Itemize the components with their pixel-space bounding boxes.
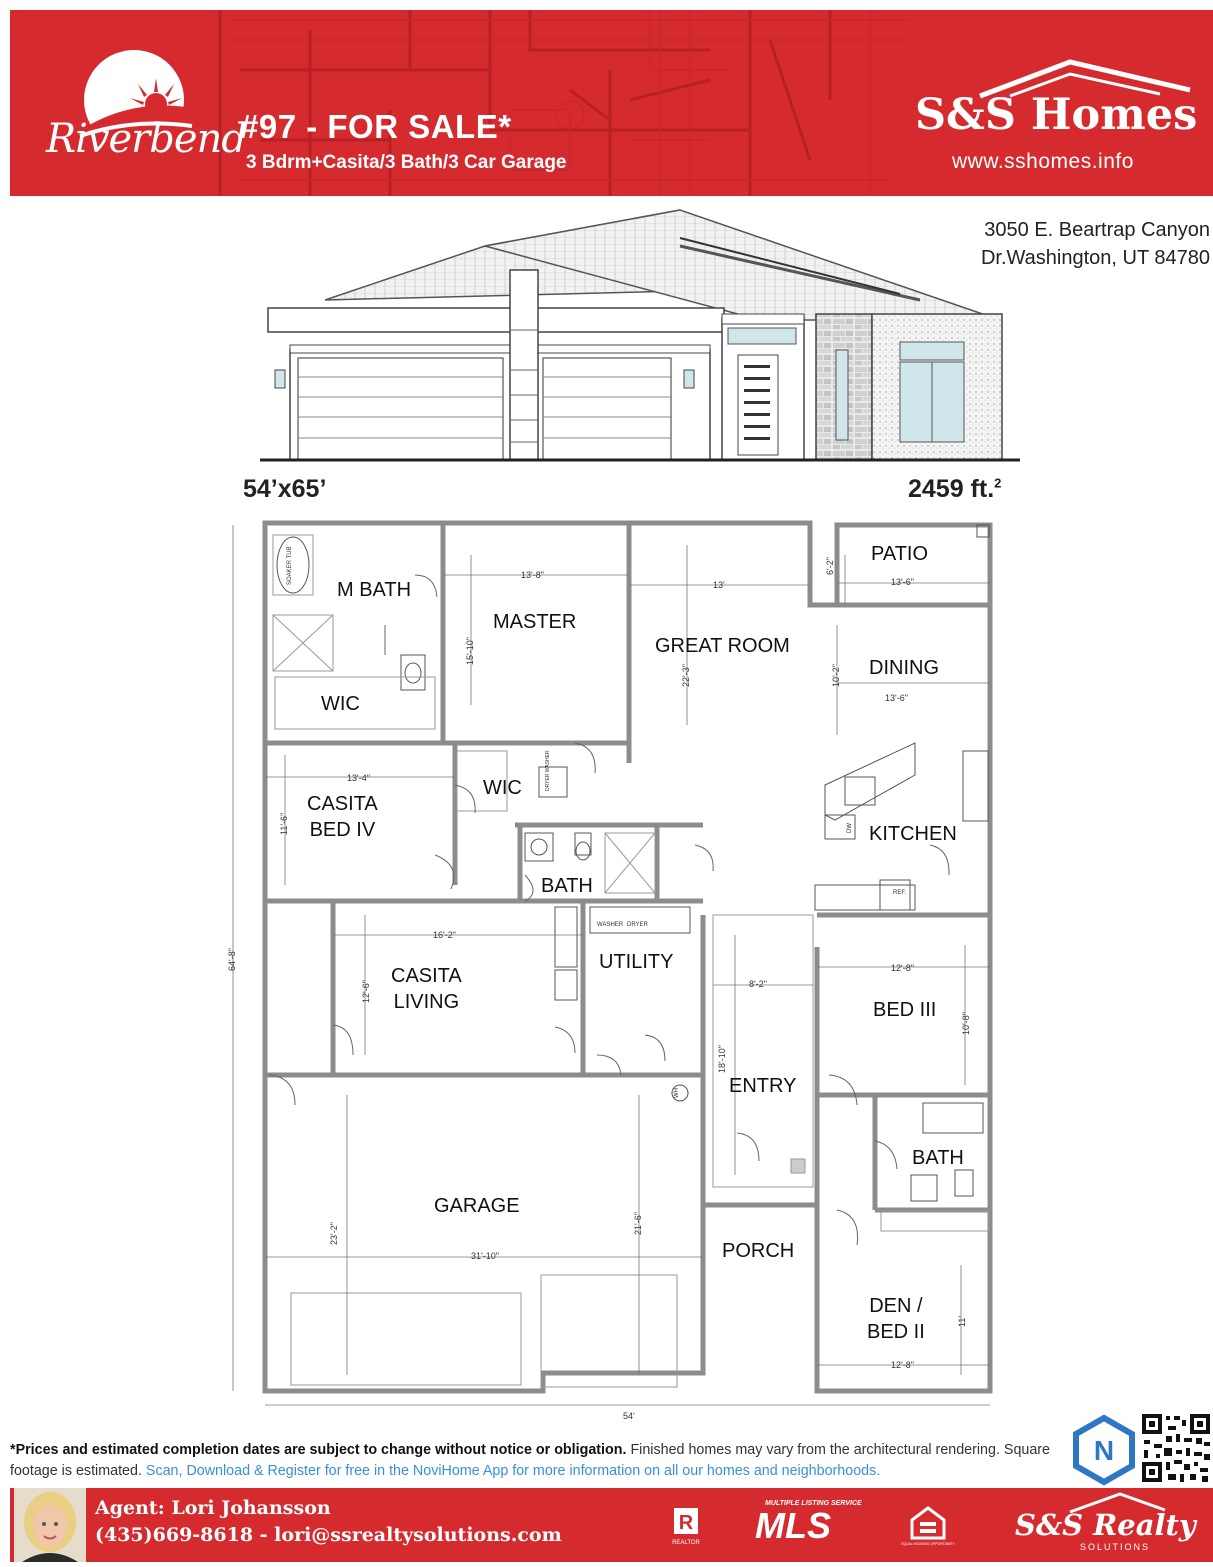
room-label-m-bath: M BATH	[337, 579, 412, 601]
room-label-den	[867, 1293, 925, 1345]
dim-great-width: 13'	[713, 580, 725, 590]
disclaimer-bold: *Prices and estimated completion dates are subject to change without notice or obligation.	[10, 1442, 627, 1458]
dim-overall-width: 54'	[623, 1411, 635, 1421]
eho-label: EQUAL HOUSING OPPORTUNITY	[901, 1542, 955, 1546]
room-label-patio: PATIO	[871, 543, 929, 565]
dim-entry-width: 8'-2"	[749, 979, 767, 989]
room-label-porch: PORCH	[722, 1240, 795, 1262]
dim-patio-width: 13'-6"	[891, 577, 914, 587]
qr-code-icon[interactable]	[1140, 1412, 1212, 1484]
agent-contact[interactable]: (435)669-8618 - lori@ssrealtysolutions.com	[95, 1524, 562, 1546]
realtor-label: REALTOR	[672, 1540, 700, 1546]
dim-den-height: 11'	[957, 1315, 967, 1327]
riverbend-logo-text: Riverbend	[46, 116, 246, 162]
room-label-bath-2: BATH	[912, 1147, 964, 1169]
dim-overall-height: 64'-8"	[227, 948, 237, 971]
room-label-bed-3: BED III	[873, 999, 937, 1021]
dim-entry-height: 18'-10"	[717, 1045, 727, 1073]
room-label-wic-master: WIC	[321, 693, 360, 715]
svg-text:R: R	[678, 1512, 694, 1534]
novihome-app-link[interactable]: Scan, Download & Register for free in the NoviHome App for more information on all our homes and neighborhoods.	[141, 1463, 881, 1479]
fixture-dishwasher: DW	[847, 823, 853, 833]
fixture-dryer-washer: DRYER WASHER	[545, 750, 551, 791]
svg-text:N: N	[1093, 1435, 1115, 1466]
room-label-utility: UTILITY	[599, 951, 674, 973]
ss-realty-subtext: SOLUTIONS	[1080, 1542, 1151, 1552]
dim-garage-width: 31'-10"	[471, 1251, 499, 1261]
dim-master-width: 13'-8"	[521, 570, 544, 580]
room-label-kitchen: KITCHEN	[869, 823, 957, 845]
room-label-garage: GARAGE	[434, 1195, 520, 1217]
dim-master-height: 15'-10"	[465, 637, 475, 665]
realtor-logo-icon	[668, 1506, 704, 1546]
dim-bed3-height: 10'-8"	[961, 1012, 971, 1035]
dim-casita-living-width: 16'-2"	[433, 930, 456, 940]
room-label-great-room: GREAT ROOM	[655, 635, 790, 657]
square-footage-value: 2459 ft.	[908, 475, 995, 503]
fixture-refrigerator: REF.	[893, 890, 907, 896]
disclaimer-normal: Finished homes may vary from the architectural rendering. Square footage is estimated.	[10, 1442, 1051, 1479]
room-label-wic-casita: WIC	[483, 777, 522, 799]
dim-dining-height: 10'-2"	[831, 664, 841, 687]
dim-casita-living-height: 12'-6"	[361, 980, 371, 1003]
novihome-app-icon[interactable]	[1070, 1414, 1138, 1486]
listing-title: #97 - FOR SALE*	[240, 108, 512, 145]
square-footage-exponent: 2	[994, 475, 1002, 491]
disclaimer	[10, 1440, 1065, 1482]
den-line-2: BED II	[867, 1321, 925, 1343]
address-line-1: 3050 E. Beartrap Canyon	[984, 219, 1210, 241]
den-line-1: DEN /	[869, 1295, 923, 1317]
dim-dining-width: 13'-6"	[885, 693, 908, 703]
agent-name: Agent: Lori Johansson	[95, 1497, 331, 1519]
dim-casita-bed-height: 11'-6"	[279, 812, 289, 835]
fixture-dryer: DRYER	[627, 922, 648, 928]
agent-photo	[14, 1488, 86, 1562]
dim-garage-height: 23'-2"	[329, 1222, 339, 1245]
dim-bed3-width: 12'-8"	[891, 963, 914, 973]
casita-bed-line-2: BED IV	[309, 819, 376, 841]
mls-logo: MLS	[755, 1505, 831, 1546]
header-banner	[10, 10, 1213, 196]
room-label-entry: ENTRY	[729, 1075, 797, 1097]
lot-dimensions: 54’x65’	[243, 475, 327, 503]
mls-caption: MULTIPLE LISTING SERVICE	[765, 1500, 862, 1507]
equal-housing-icon	[901, 1502, 955, 1546]
casita-living-line-1: CASITA	[391, 965, 462, 987]
listing-subtitle: 3 Bdrm+Casita/3 Bath/3 Car Garage	[246, 152, 567, 173]
room-label-bath-casita: BATH	[541, 875, 593, 897]
agent-portrait-icon	[14, 1488, 86, 1562]
room-label-master: MASTER	[493, 611, 577, 633]
ss-realty-logo-text: S&S Realty	[1015, 1508, 1196, 1542]
address-line-2: Dr.Washington, UT 84780	[980, 247, 1210, 269]
square-footage	[908, 475, 1001, 504]
room-label-casita-living	[391, 963, 462, 1015]
casita-bed-line-1: CASITA	[307, 793, 378, 815]
dim-casita-bed-width: 13'-4"	[347, 773, 370, 783]
dim-patio-height: 6'-2"	[825, 557, 835, 575]
dim-great-height: 22'-3"	[681, 664, 691, 687]
room-label-casita-bed	[307, 791, 378, 843]
fixture-washer: WASHER	[597, 922, 624, 928]
front-elevation-drawing	[260, 210, 1020, 470]
dim-garage-height-2: 21'-6"	[633, 1212, 643, 1235]
dim-den-width: 12'-8"	[891, 1360, 914, 1370]
room-label-dining: DINING	[869, 657, 939, 679]
builder-website[interactable]: www.sshomes.info	[952, 150, 1134, 173]
builder-name: S&S Homes	[915, 90, 1198, 140]
casita-living-line-2: LIVING	[393, 991, 460, 1013]
floor-plan	[225, 515, 1015, 1420]
fixture-water-heater: WH	[674, 1088, 680, 1098]
fixture-soaker-tub: SOAKER TUB	[287, 546, 293, 585]
